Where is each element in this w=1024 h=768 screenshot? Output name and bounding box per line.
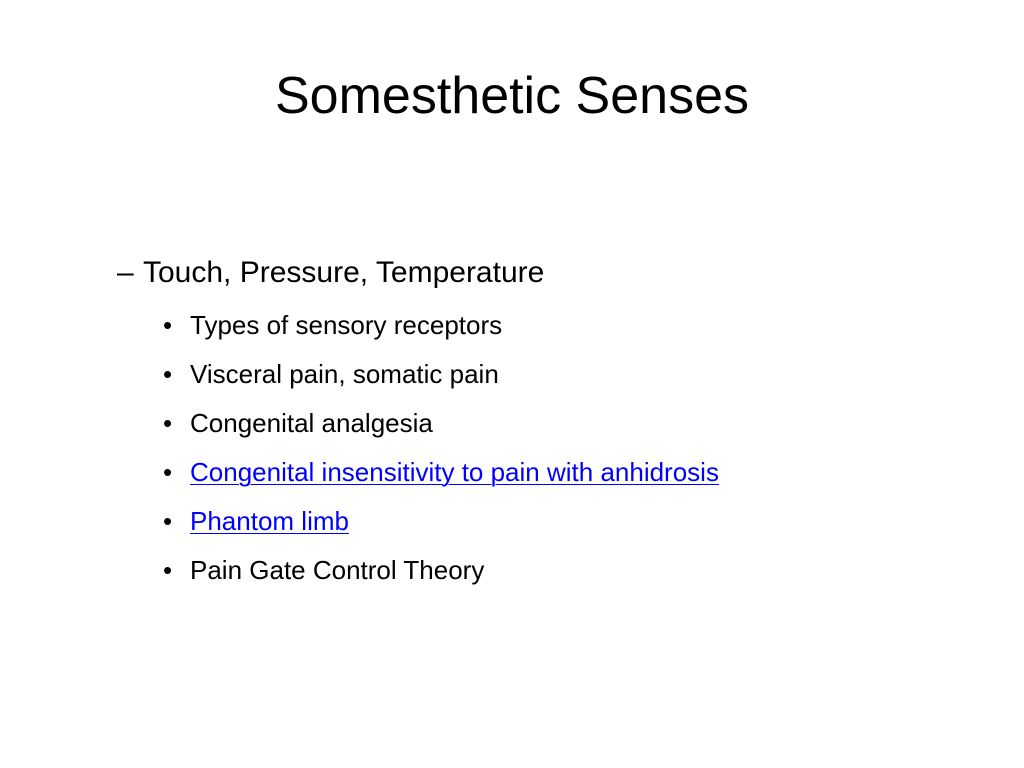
list-item: [163, 304, 719, 353]
bullet-dot-icon: •: [163, 310, 173, 340]
list-item-text: Pain Gate Control Theory: [190, 555, 485, 585]
phantom-limb-link[interactable]: Phantom limb: [190, 506, 349, 536]
slide-title: Somesthetic Senses: [274, 67, 750, 125]
bullet-dot-icon: •: [163, 359, 173, 389]
list-item: [163, 549, 719, 598]
list-item: [163, 500, 719, 549]
dash-bullet: –: [117, 256, 134, 289]
list-item-text: Types of sensory receptors: [190, 310, 503, 340]
bullet-dot-icon: •: [163, 408, 173, 438]
level1-item: [117, 252, 544, 294]
bullet-dot-icon: •: [163, 506, 173, 536]
list-item: [163, 402, 719, 451]
bullet-dot-icon: •: [163, 555, 173, 585]
list-item-text: Visceral pain, somatic pain: [190, 359, 499, 389]
sub-bullet-list: [163, 304, 719, 598]
list-item: [163, 451, 719, 500]
bullet-dot-icon: •: [163, 457, 173, 487]
list-item: [163, 353, 719, 402]
cipa-link[interactable]: Congenital insensitivity to pain with anhidrosis: [190, 457, 719, 487]
level1-text: Touch, Pressure, Temperature: [143, 256, 545, 289]
list-item-text: Congenital analgesia: [190, 408, 433, 438]
